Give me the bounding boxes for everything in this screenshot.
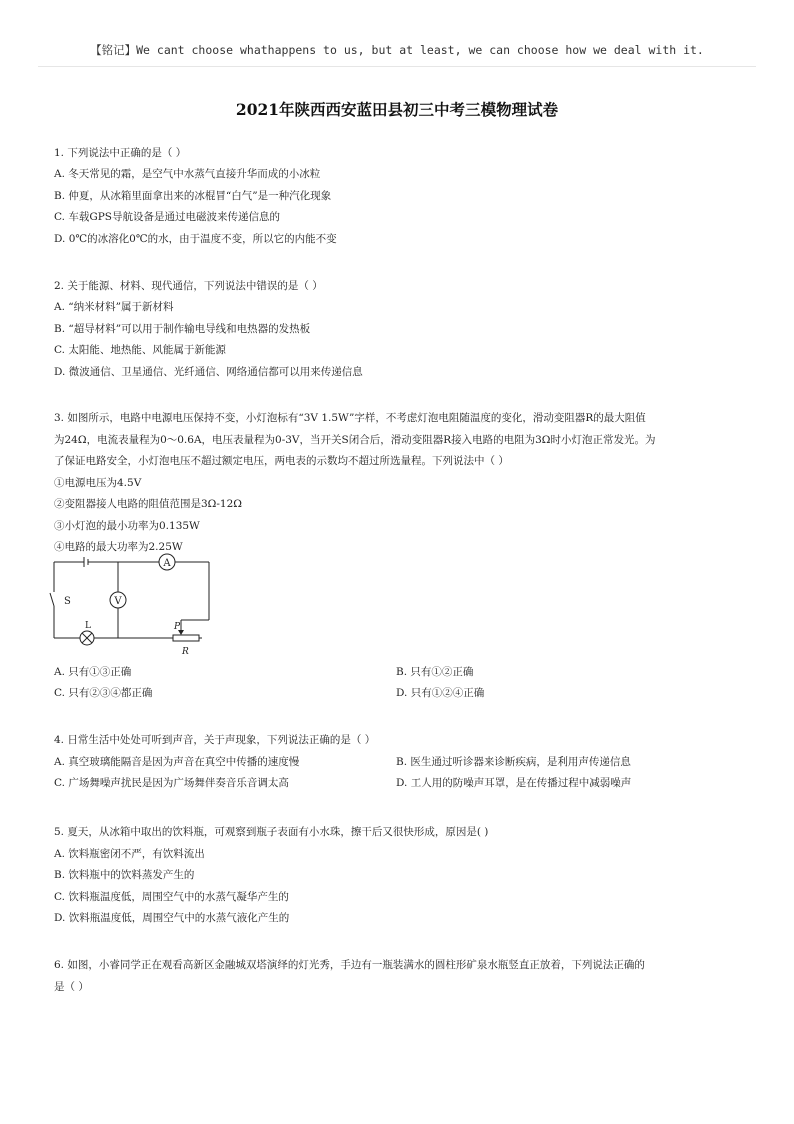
voltmeter-label: V	[114, 596, 122, 607]
lamp-label: L	[85, 621, 91, 631]
question-3-stem-line-1: 3. 如图所示，电路中电源电压保持不变，小灯泡标有“3V 1.5W”字样，不考虑灯泡电阻随温度的变化，滑动变阻器R的最大阻值	[54, 412, 646, 424]
question-5-stem: 5. 夏天，从冰箱中取出的饮料瓶，可观察到瓶子表面有小水珠，擦干后又很快形成，原因是( )	[54, 826, 489, 838]
ammeter-label: A	[163, 558, 171, 569]
page-title: 2021年陕西西安蓝田县初三中考三模物理试卷	[235, 100, 559, 119]
question-2-option-b: B. “超导材料”可以用于制作输电导线和电热器的发热板	[54, 323, 311, 335]
question-6-stem-line-1: 6. 如图，小睿同学正在观看高新区金融城双塔演绎的灯光秀，手边有一瓶装满水的圆柱形矿泉水瓶竖直正放着，下列说法正确的	[54, 959, 645, 971]
question-3-option-b: B. 只有①②正确	[396, 666, 474, 678]
question-3-statement-4: ④电路的最大功率为2.25W	[54, 541, 183, 553]
question-3-stem-line-2: 为24Ω，电流表量程为0～0.6A，电压表量程为0-3V，当开关S闭合后，滑动变阻器R接入电路的电阻为3Ω时小灯泡正常发光。为	[54, 434, 656, 446]
question-3-option-c: C. 只有②③④都正确	[54, 687, 153, 699]
circuit-diagram	[46, 552, 216, 658]
switch-label: S	[64, 596, 71, 607]
question-2-option-a: A. “纳米材料”属于新材料	[54, 301, 174, 313]
question-3-statement-1: ①电源电压为4.5V	[54, 477, 142, 489]
resistor-body	[173, 635, 199, 641]
resistor-label: R	[182, 647, 189, 657]
question-3-statement-3: ③小灯泡的最小功率为0.135W	[54, 520, 200, 532]
question-1-option-a: A. 冬天常见的霜，是空气中水蒸气直接升华而成的小冰粒	[54, 168, 321, 180]
header-divider	[38, 66, 756, 67]
question-1-option-d: D. 0℃的冰溶化0℃的水，由于温度不变，所以它的内能不变	[54, 233, 337, 245]
question-3-statement-2: ②变阻器接人电路的阻值范围是3Ω-12Ω	[54, 498, 242, 510]
question-2-stem: 2. 关于能源、材料、现代通信，下列说法中错误的是（ ）	[54, 280, 323, 292]
slider-label: P	[174, 622, 181, 632]
motto-header: 【铭记】We cant choose whathappens to us, but at least, we can choose how we deal with it.	[90, 43, 704, 57]
question-1-stem: 1. 下列说法中正确的是（ ）	[54, 147, 187, 159]
question-3-stem-line-3: 了保证电路安全，小灯泡电压不超过额定电压，两电表的示数均不超过所选量程。下列说法中（ ）	[54, 455, 509, 467]
question-4-option-b: B. 医生通过听诊器来诊断疾病，是利用声传递信息	[396, 756, 631, 768]
question-4-option-c: C. 广场舞噪声扰民是因为广场舞伴奏音乐音调太高	[54, 777, 289, 789]
question-1-option-c: C. 车载GPS导航设备是通过电磁波来传递信息的	[54, 211, 280, 223]
question-5-option-a: A. 饮料瓶密闭不严，有饮料流出	[54, 848, 205, 860]
question-2-option-d: D. 微波通信、卫星通信、光纤通信、网络通信都可以用来传递信息	[54, 366, 363, 378]
question-5-option-c: C. 饮料瓶温度低，周围空气中的水蒸气凝华产生的	[54, 891, 289, 903]
question-4-stem: 4. 日常生活中处处可听到声音，关于声现象，下列说法正确的是（ ）	[54, 734, 376, 746]
question-4-option-a: A. 真空玻璃能隔音是因为声音在真空中传播的速度慢	[54, 756, 300, 768]
question-1-option-b: B. 仲夏，从冰箱里面拿出来的冰棍冒“白气”是一种汽化现象	[54, 190, 332, 202]
question-5-option-d: D. 饮料瓶温度低，周围空气中的水蒸气液化产生的	[54, 912, 290, 924]
switch-blade	[50, 593, 54, 606]
question-4-option-d: D. 工人用的防噪声耳罩，是在传播过程中减弱噪声	[396, 777, 632, 789]
question-6-stem-line-2: 是（ ）	[54, 981, 89, 993]
question-3-option-a: A. 只有①③正确	[54, 666, 132, 678]
question-2-option-c: C. 太阳能、地热能、风能属于新能源	[54, 344, 226, 356]
question-3-option-d: D. 只有①②④正确	[396, 687, 485, 699]
question-5-option-b: B. 饮料瓶中的饮料蒸发产生的	[54, 869, 195, 881]
